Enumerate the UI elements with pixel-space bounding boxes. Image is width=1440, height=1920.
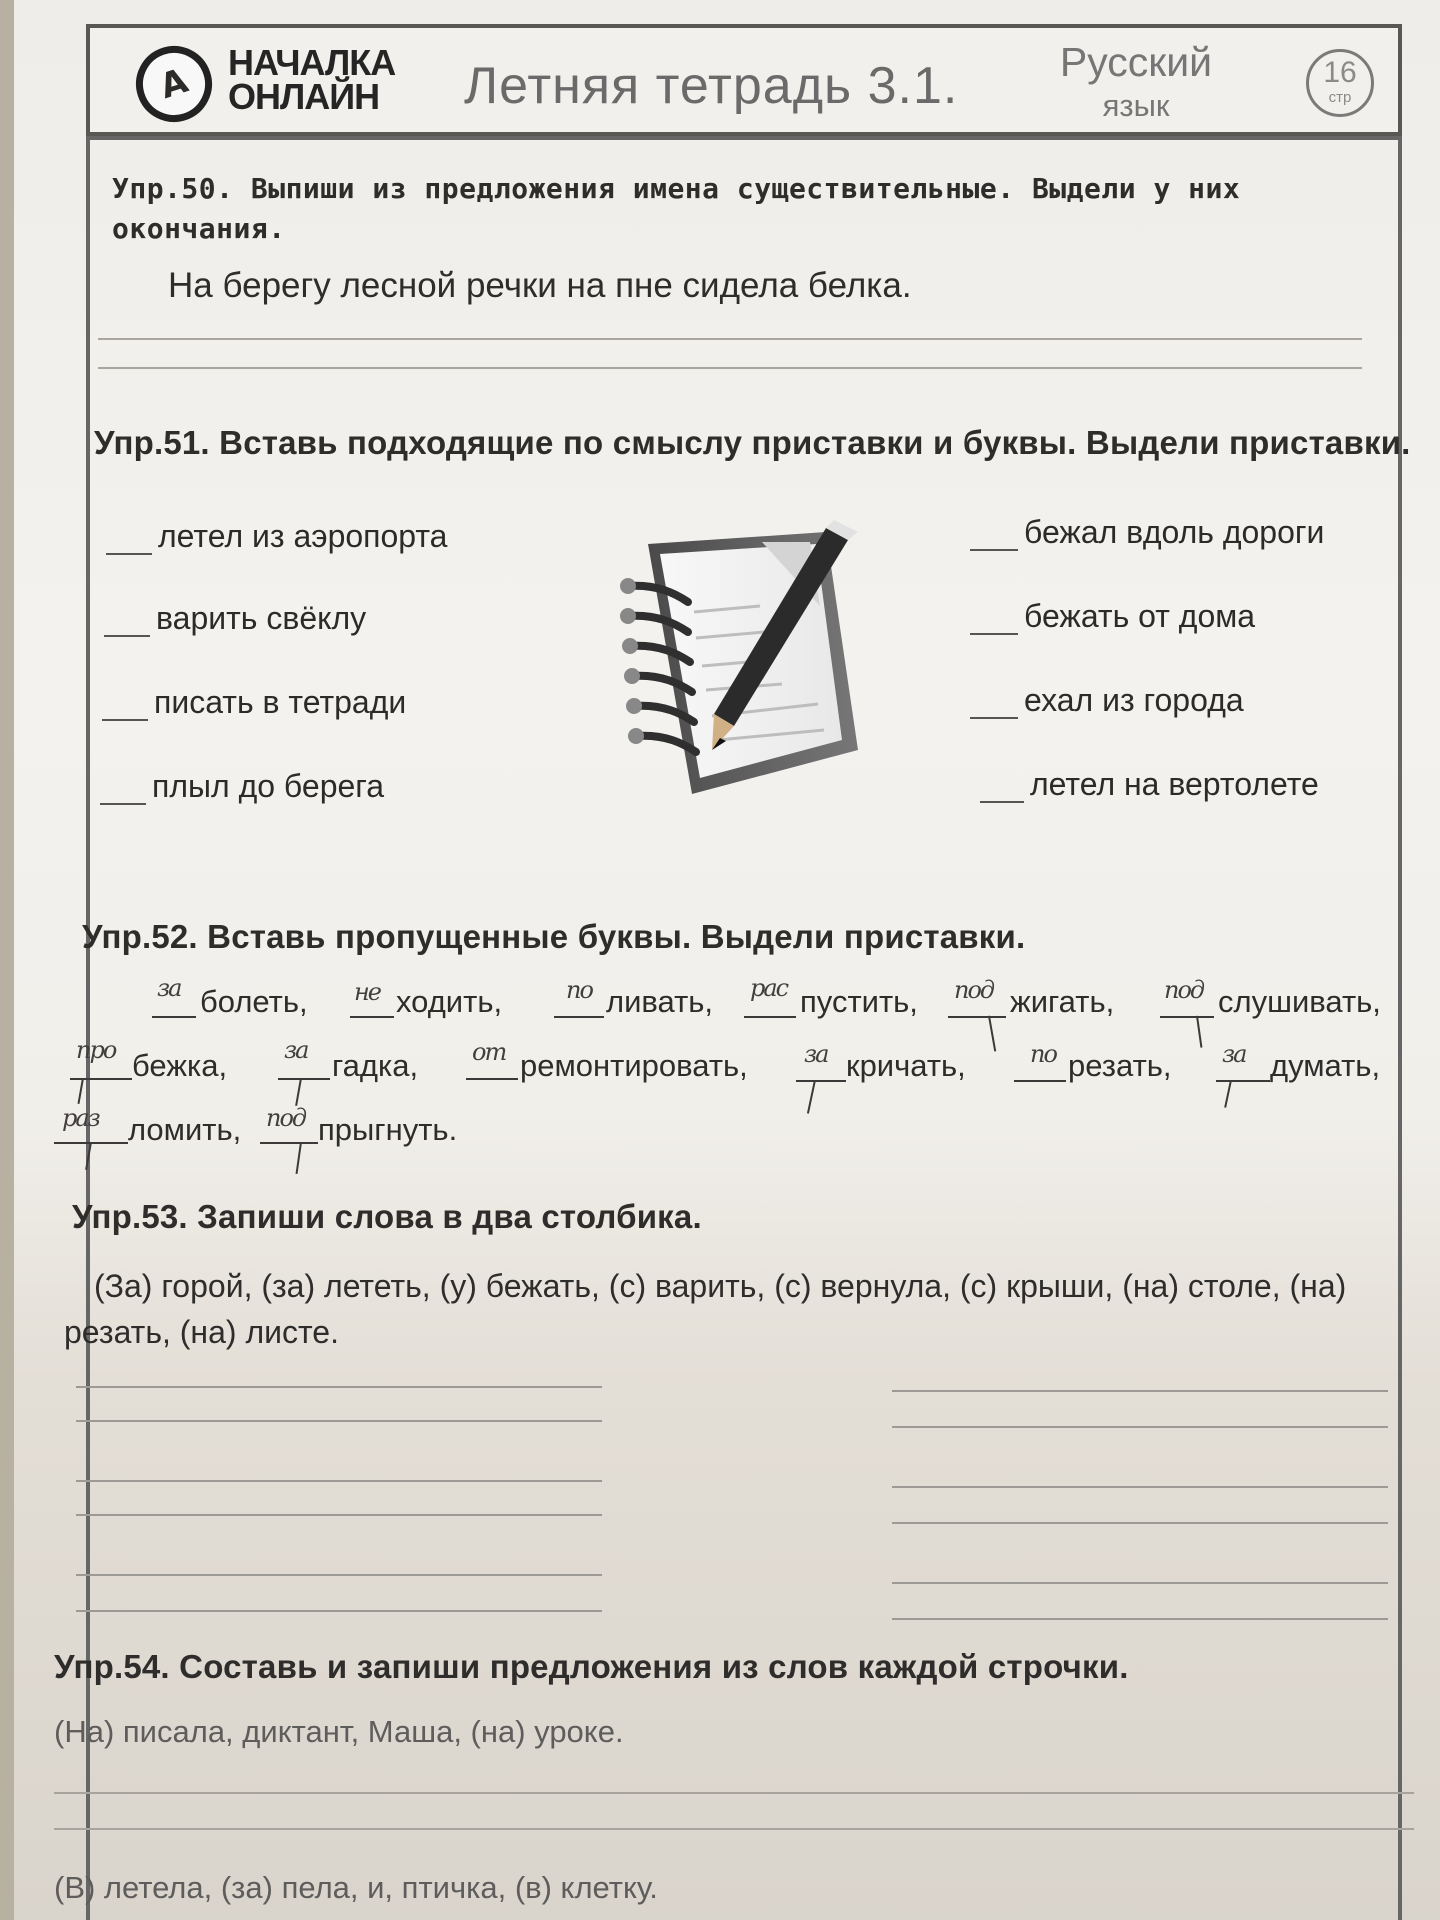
exercise-51-right-item-2 (970, 598, 1255, 635)
exercise-52-word: прыгнуть. (318, 1112, 458, 1147)
left-column-answer-line (76, 1420, 602, 1422)
exercise-52-word: гадка, (332, 1048, 419, 1083)
exercise-51-item-text: писать в тетради (154, 684, 407, 720)
handwritten-prefix-underline (466, 1078, 518, 1080)
exercise-52-word: резать, (1068, 1048, 1172, 1083)
exercise-52-word: кричать, (846, 1048, 966, 1083)
left-column-answer-line (76, 1514, 602, 1516)
exercise-53-text-line-2: резать, (на) листе. (64, 1314, 339, 1350)
exercise-54-instruction: Упр.54. Составь и запиши предложения из слов каждой строчки. (54, 1648, 1129, 1685)
answer-blank[interactable] (970, 535, 1018, 551)
exercise-51-right-item-1 (970, 514, 1324, 551)
exercise-51-right-item-3 (970, 682, 1244, 719)
page-number: 16 (1323, 56, 1357, 89)
notebook-pen-illustration (588, 520, 918, 810)
answer-blank[interactable] (102, 705, 148, 721)
left-column-answer-line (76, 1610, 602, 1612)
answer-line (98, 367, 1362, 369)
handwritten-prefix: раз (62, 1104, 99, 1132)
right-column-answer-line (892, 1522, 1388, 1524)
brand-line-1: НАЧАЛКА (228, 42, 396, 83)
answer-blank[interactable] (104, 621, 150, 637)
page-edge (0, 0, 14, 1920)
exercise-51-left-item-4 (100, 768, 384, 805)
handwritten-prefix: под (954, 976, 994, 1004)
handwritten-prefix: от (472, 1038, 506, 1066)
logo-icon: А (126, 36, 222, 132)
handwritten-prefix-underline (554, 1016, 604, 1018)
handwritten-prefix-underline (744, 1016, 796, 1018)
handwritten-prefix-underline (1216, 1080, 1270, 1082)
worksheet-page (14, 0, 1440, 1920)
handwritten-prefix-underline (1160, 1016, 1214, 1018)
exercise-52-word: бежка, (132, 1048, 228, 1083)
right-column-answer-line (892, 1426, 1388, 1428)
workbook-title: Летняя тетрадь 3.1. (464, 57, 959, 115)
answer-blank[interactable] (970, 703, 1018, 719)
left-column-answer-line (76, 1480, 602, 1482)
handwritten-prefix-underline (350, 1016, 394, 1018)
exercise-52-word: жигать, (1010, 984, 1115, 1019)
left-column-answer-line (76, 1386, 602, 1388)
exercise-52-word: слушивать, (1218, 984, 1381, 1019)
handwritten-prefix: по (566, 976, 592, 1004)
brand-line-2: ОНЛАЙН (228, 76, 380, 117)
handwritten-prefix: за (284, 1036, 308, 1064)
exercise-51-item-text: варить свёклу (156, 600, 367, 636)
handwritten-prefix-underline (152, 1016, 196, 1018)
exercise-50-instruction-line-1: Упр.50. Выпиши из предложения имена существительные. Выдели у них (112, 172, 1241, 205)
handwritten-prefix-underline (70, 1078, 132, 1080)
exercise-51-left-item-1 (106, 518, 447, 555)
exercise-51-item-text: ехал из города (1024, 682, 1244, 718)
handwritten-prefix-underline (796, 1080, 846, 1082)
handwritten-prefix: рас (750, 974, 788, 1002)
handwritten-prefix: про (76, 1036, 116, 1064)
exercise-52-word: ломить, (128, 1112, 242, 1147)
handwritten-prefix: за (157, 974, 181, 1002)
subject-line-1: Русский (1059, 39, 1213, 85)
exercise-50-instruction-line-2: окончания. (112, 212, 286, 245)
right-column-answer-line (892, 1390, 1388, 1392)
answer-line (98, 338, 1362, 340)
handwritten-prefix-underline (278, 1078, 330, 1080)
handwritten-prefix: не (354, 978, 381, 1006)
exercise-50-sentence: На берегу лесной речки на пне сидела белка. (168, 266, 912, 305)
page-label: стр (1328, 89, 1352, 106)
answer-blank[interactable] (980, 787, 1024, 803)
exercise-52-word: ливать, (606, 984, 714, 1019)
exercise-54-line-2: (В) летела, (за) пела, и, птичка, (в) клетку. (54, 1870, 658, 1905)
exercise-54-line-1: (На) писала, диктант, Маша, (на) уроке. (54, 1714, 624, 1749)
page-header (86, 24, 1402, 136)
exercise-51-item-text: бежал вдоль дороги (1024, 514, 1325, 550)
handwritten-prefix: за (804, 1040, 828, 1068)
handwritten-prefix: под (266, 1104, 306, 1132)
handwriting-stroke (77, 1078, 83, 1104)
exercise-52-word: болеть, (200, 984, 308, 1019)
handwritten-prefix: по (1030, 1040, 1056, 1068)
exercise-51-right-item-4 (980, 766, 1319, 803)
exercise-52-instruction: Упр.52. Вставь пропущенные буквы. Выдели приставки. (82, 918, 1026, 955)
exercise-52-word: пустить, (800, 984, 918, 1019)
exercise-51-item-text: бежать от дома (1024, 598, 1256, 634)
answer-blank[interactable] (970, 619, 1018, 635)
right-column-answer-line (892, 1486, 1388, 1488)
exercise-52-word: ремонтировать, (520, 1048, 748, 1083)
exercise-51-instruction: Упр.51. Вставь подходящие по смыслу приставки и буквы. Выдели приставки. (94, 424, 1411, 461)
right-column-answer-line (892, 1618, 1388, 1620)
exercise-53-text-line-1: (За) горой, (за) лететь, (у) бежать, (с) варить, (с) вернула, (с) крыши, (на) столе, (на) (94, 1268, 1347, 1304)
handwritten-prefix: под (1164, 976, 1204, 1004)
answer-blank[interactable] (106, 539, 152, 555)
answer-line (54, 1828, 1414, 1830)
handwritten-prefix-underline (1014, 1080, 1066, 1082)
right-column-answer-line (892, 1582, 1388, 1584)
exercise-52-word: ходить, (396, 984, 503, 1019)
handwritten-prefix-underline (260, 1142, 318, 1144)
subject-line-2: язык (1102, 88, 1170, 123)
subject-label (1046, 40, 1226, 128)
exercise-51-item-text: плыл до берега (152, 768, 385, 804)
handwritten-prefix: за (1222, 1040, 1246, 1068)
handwritten-prefix-underline (948, 1016, 1006, 1018)
answer-blank[interactable] (100, 789, 146, 805)
exercise-53-instruction: Упр.53. Запиши слова в два столбика. (72, 1198, 702, 1235)
exercise-51-left-item-2 (104, 600, 366, 637)
exercise-51-item-text: летел из аэропорта (158, 518, 448, 554)
exercise-51-item-text: летел на вертолете (1030, 766, 1319, 802)
brand-name (228, 42, 396, 117)
exercise-52-word: думать, (1270, 1048, 1381, 1083)
page-number-badge (1306, 49, 1374, 117)
answer-line (54, 1792, 1414, 1794)
exercise-51-left-item-3 (102, 684, 406, 721)
left-column-answer-line (76, 1574, 602, 1576)
